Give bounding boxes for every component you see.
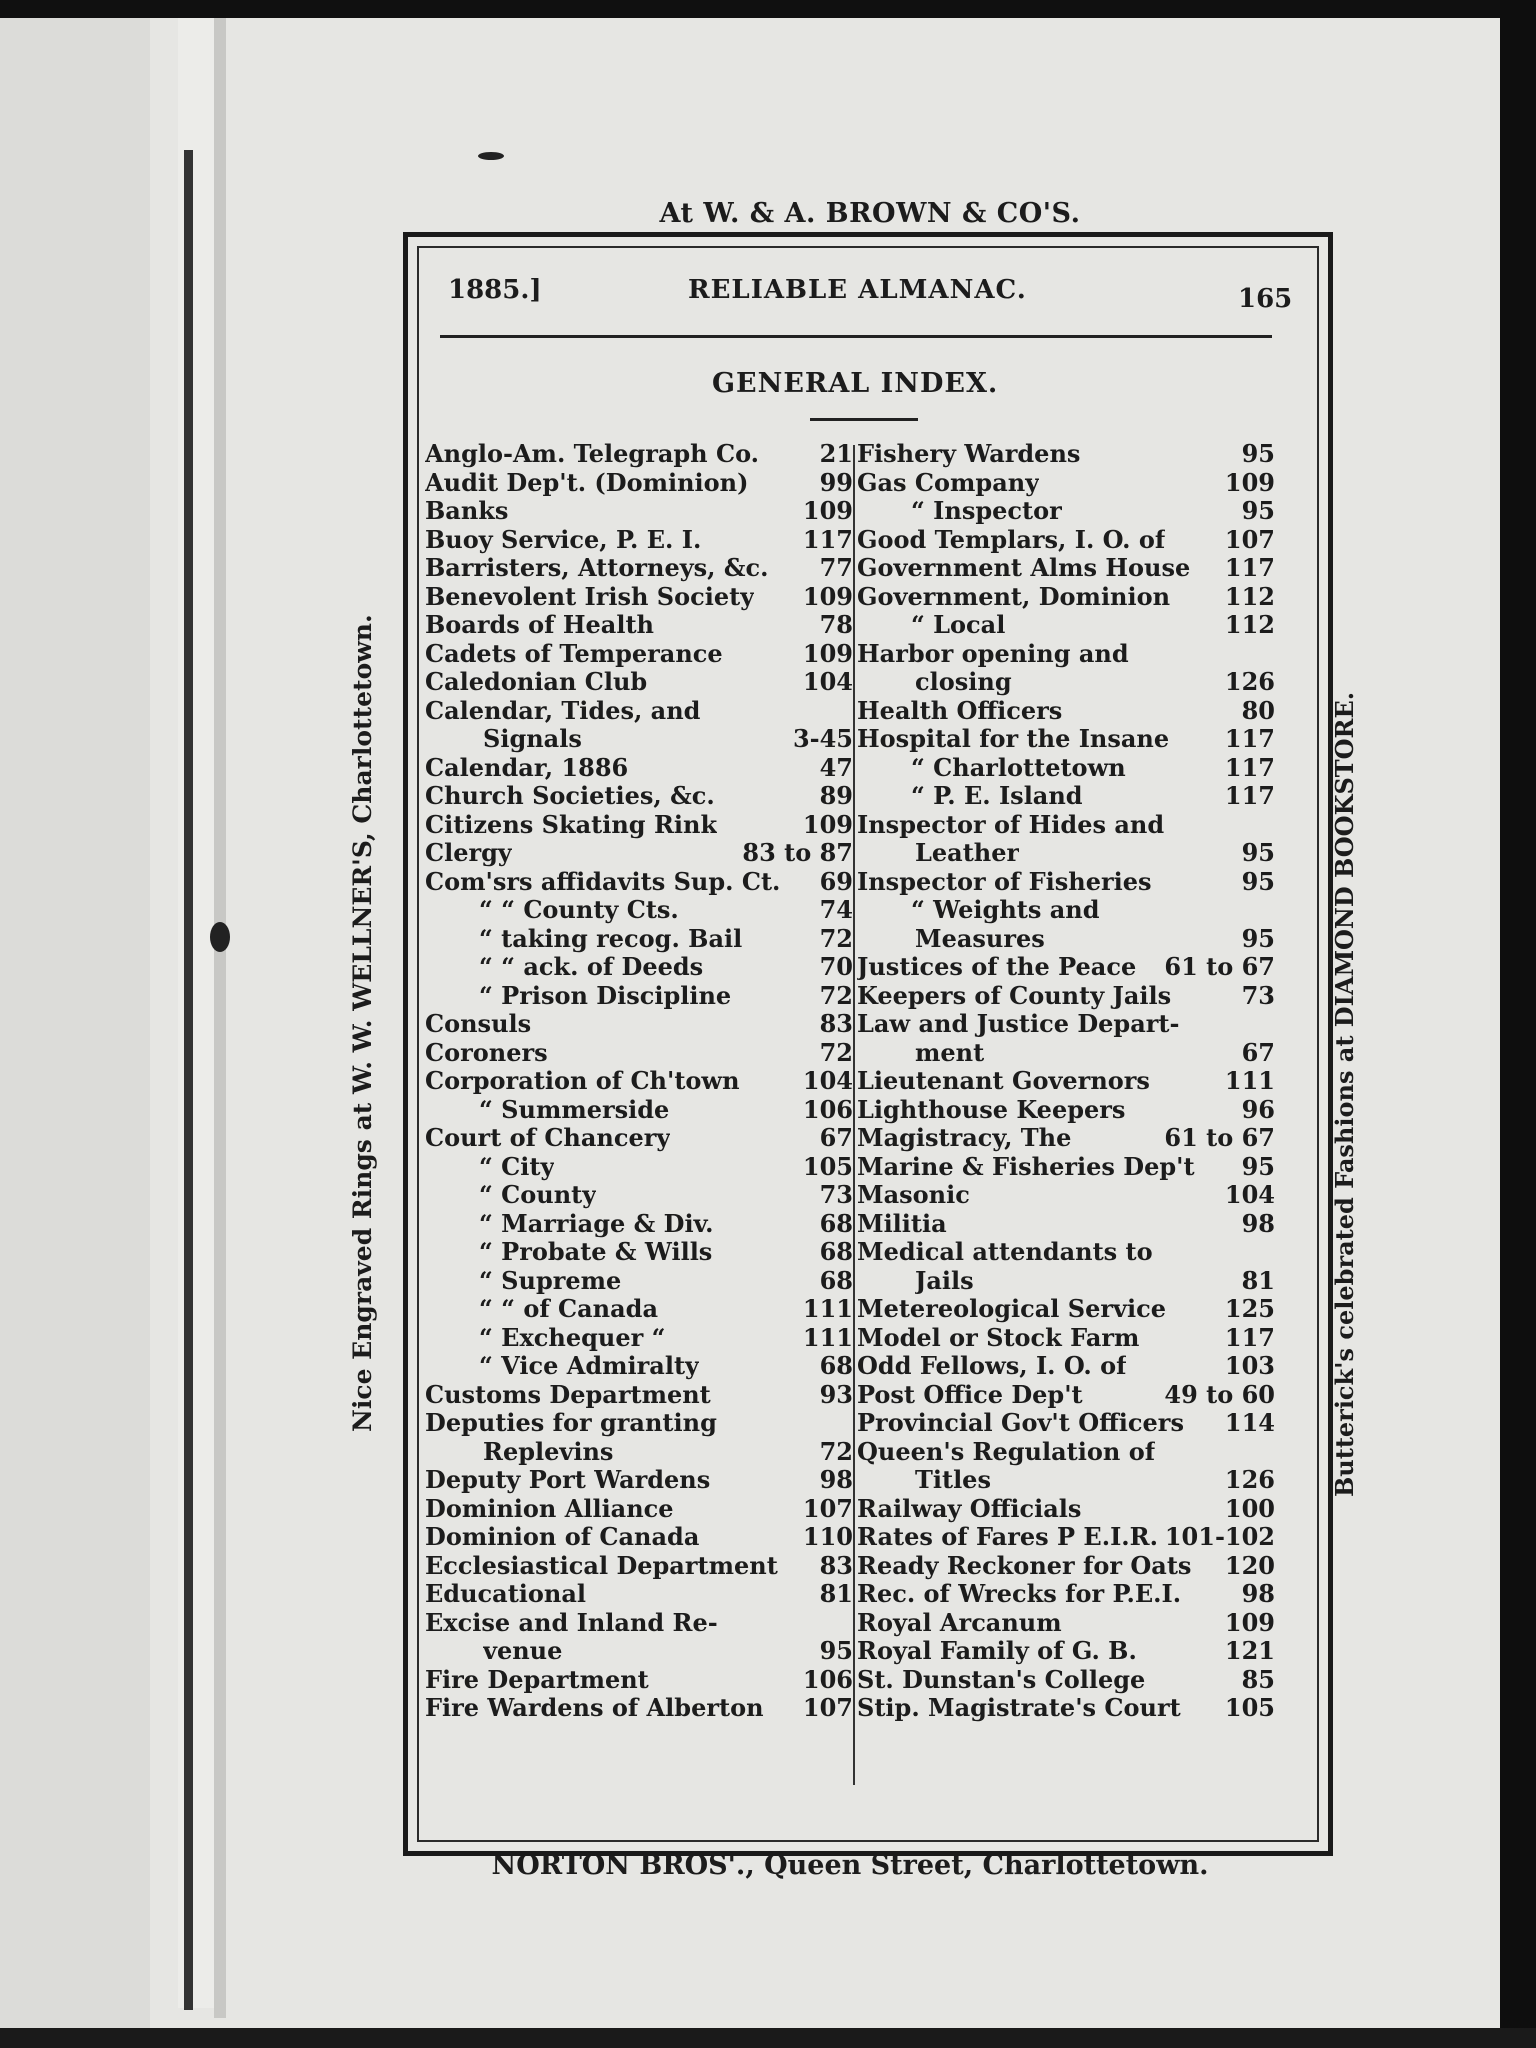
index-entry-label: Corporation of Ch'town: [425, 1067, 740, 1095]
index-entry-page: 109: [1224, 1607, 1275, 1637]
index-entry: [857, 982, 1275, 1011]
title-rule: [810, 418, 918, 421]
index-entry: [425, 1124, 853, 1153]
index-entry-label: Ready Reckoner for Oats: [857, 1551, 1192, 1580]
index-entry-page: 117: [1224, 1322, 1275, 1352]
index-entry: [857, 1124, 1275, 1153]
index-entry-label: Clergy: [425, 839, 512, 867]
index-entry: [857, 1352, 1275, 1381]
index-entry-page: 110: [802, 1522, 853, 1551]
index-entry-label: Boards of Health: [425, 611, 654, 639]
index-entry: [425, 469, 853, 498]
index-entry-page: 109: [802, 809, 853, 839]
index-entry: [425, 1210, 853, 1239]
index-entry: [857, 1096, 1275, 1125]
index-entry-page: 104: [802, 1066, 853, 1095]
index-entry-label: Consuls: [425, 1010, 532, 1038]
index-entry: [857, 896, 1275, 925]
index-entry-label: Harbor opening and: [857, 639, 1129, 668]
index-entry-label: Government Alms House: [857, 554, 1191, 582]
right-side-advertisement: Butterick's celebrated Fashions at DIAMOND BOOKSTORE.: [1330, 691, 1359, 1497]
index-entry-label: Educational: [425, 1580, 587, 1608]
index-entry-page: 68: [819, 1265, 853, 1295]
index-right-column: [857, 440, 1275, 1723]
index-entry-label: Barristers, Attorneys, &c.: [425, 554, 769, 582]
index-entry-label: Masonic: [857, 1181, 970, 1209]
index-entry: [857, 526, 1275, 555]
index-entry-page: 89: [819, 781, 853, 810]
index-entry: [425, 1495, 853, 1524]
index-entry-label: Keepers of County Jails: [857, 981, 1172, 1010]
index-entry-page: 47: [819, 752, 853, 782]
index-entry-label: Com'srs affidavits Sup. Ct.: [425, 867, 781, 896]
index-entry-page: 95: [1241, 439, 1275, 468]
index-entry: [425, 982, 853, 1011]
index-entry-label: Dominion of Canada: [425, 1523, 700, 1551]
index-entry-label: Benevolent Irish Society: [425, 582, 755, 611]
index-entry-label: “ “ ack. of Deeds: [479, 953, 704, 981]
index-entry-label: “ Prison Discipline: [479, 981, 732, 1010]
index-entry: [857, 469, 1275, 498]
index-entry: [857, 1438, 1275, 1467]
index-entry: [857, 1495, 1275, 1524]
index-entry: [857, 725, 1275, 754]
index-entry: [425, 526, 853, 555]
index-entry: [425, 1381, 853, 1410]
index-entry-page: 49 to 60: [1164, 1379, 1275, 1409]
index-entry-label: Marine & Fisheries Dep't: [857, 1152, 1195, 1181]
index-entry: [857, 1210, 1275, 1239]
index-entry: [857, 1580, 1275, 1609]
index-entry-page: 81: [819, 1579, 853, 1608]
index-entry-page: 106: [802, 1094, 853, 1124]
index-entry-page: 72: [819, 980, 853, 1010]
index-entry-label: St. Dunstan's College: [857, 1665, 1146, 1694]
index-entry-page: 101-102: [1164, 1522, 1275, 1551]
index-entry: [857, 953, 1275, 982]
index-entry-page: 105: [802, 1151, 853, 1181]
index-entry-label: Audit Dep't. (Dominion): [425, 468, 749, 497]
index-entry: [425, 1609, 853, 1638]
index-entry: [425, 497, 853, 526]
index-entry-label: “ “ County Cts.: [479, 896, 679, 924]
index-entry: [425, 1267, 853, 1296]
index-entry-page: 95: [819, 1636, 853, 1665]
index-entry: [857, 583, 1275, 612]
index-entry-page: 95: [1241, 923, 1275, 953]
index-entry-label: Royal Arcanum: [857, 1608, 1062, 1637]
header-year: 1885.]: [448, 275, 542, 305]
index-entry: [857, 1694, 1275, 1723]
header-title: RELIABLE ALMANAC.: [688, 275, 1027, 305]
index-entry: [425, 1181, 853, 1210]
scan-border-bottom: [0, 2028, 1536, 2048]
index-entry-page: 112: [1224, 610, 1275, 639]
index-entry-page: 109: [802, 581, 853, 611]
index-entry-page: 78: [819, 610, 853, 639]
index-entry-page: 69: [819, 866, 853, 896]
index-entry-page: 68: [819, 1237, 853, 1266]
index-entry-page: 83: [819, 1009, 853, 1038]
header-page-number: 165: [1238, 284, 1293, 314]
index-entry: [857, 1523, 1275, 1552]
index-entry: [425, 1694, 853, 1723]
index-entry-page: 83 to 87: [742, 838, 853, 867]
index-entry: [425, 1466, 853, 1495]
index-entry-label: Replevins: [483, 1437, 614, 1466]
ink-smudge: [210, 922, 230, 952]
index-entry-label: “ taking recog. Bail: [479, 924, 743, 953]
index-entry: [857, 1295, 1275, 1324]
index-entry: [857, 1238, 1275, 1267]
index-entry: [425, 1552, 853, 1581]
index-entry-page: 95: [1241, 838, 1275, 867]
index-entry-page: 106: [802, 1664, 853, 1694]
index-entry: [857, 1181, 1275, 1210]
index-entry-page: 105: [1224, 1693, 1275, 1722]
spine-binding-line: [184, 150, 193, 2010]
index-entry-page: 95: [1241, 1151, 1275, 1181]
index-entry-page: 72: [819, 1037, 853, 1067]
index-entry-label: Lighthouse Keepers: [857, 1095, 1126, 1124]
index-entry: [425, 440, 853, 469]
index-entry: [425, 925, 853, 954]
index-entry-label: Lieutenant Governors: [857, 1067, 1150, 1095]
index-entry-label: “ Probate & Wills: [479, 1238, 713, 1266]
index-entry-page: 109: [802, 638, 853, 668]
index-entry-label: Calendar, Tides, and: [425, 696, 701, 725]
index-entry-label: Inspector of Fisheries: [857, 867, 1152, 896]
index-entry: [425, 583, 853, 612]
index-entry-page: 72: [819, 1436, 853, 1466]
index-entry-page: 107: [802, 1493, 853, 1523]
index-entry-label: Provincial Gov't Officers: [857, 1409, 1184, 1437]
index-entry-page: 109: [1224, 467, 1275, 497]
index-entry-page: 125: [1224, 1294, 1275, 1323]
index-entry-page: 21: [819, 439, 853, 468]
index-entry: [857, 640, 1275, 669]
index-entry-label: Fishery Wardens: [857, 440, 1081, 468]
index-entry-page: 117: [1224, 553, 1275, 582]
index-entry-label: Citizens Skating Rink: [425, 810, 718, 839]
index-left-column: [425, 440, 853, 1723]
index-entry: [857, 1466, 1275, 1495]
index-entry: [857, 754, 1275, 783]
index-entry-label: “ City: [479, 1152, 555, 1181]
index-entry-label: “ Weights and: [911, 896, 1100, 924]
index-entry: [425, 1324, 853, 1353]
index-entry: [857, 668, 1275, 697]
index-entry: [857, 839, 1275, 868]
index-entry-page: 95: [1241, 866, 1275, 896]
index-entry: [857, 554, 1275, 583]
index-entry-label: Banks: [425, 497, 509, 525]
index-entry-page: 117: [1224, 752, 1275, 782]
index-entry-label: Fire Department: [425, 1665, 649, 1694]
index-entry: [857, 1637, 1275, 1666]
index-entry: [857, 1010, 1275, 1039]
index-entry: [857, 1666, 1275, 1695]
index-entry: [857, 1267, 1275, 1296]
page-gutter: [214, 18, 226, 2018]
index-entry-page: 103: [1224, 1351, 1275, 1380]
index-entry: [857, 1067, 1275, 1096]
index-title: GENERAL INDEX.: [712, 368, 999, 399]
index-entry-label: Court of Chancery: [425, 1124, 671, 1152]
index-entry: [425, 668, 853, 697]
index-entry-page: 95: [1241, 496, 1275, 525]
index-entry: [425, 1153, 853, 1182]
index-entry-page: 93: [819, 1379, 853, 1409]
index-entry: [857, 497, 1275, 526]
index-entry-page: 114: [1224, 1408, 1275, 1437]
index-entry-page: 111: [802, 1294, 853, 1323]
index-entry: [857, 925, 1275, 954]
index-entry-label: Railway Officials: [857, 1494, 1082, 1523]
index-entry: [425, 1238, 853, 1267]
index-entry-page: 109: [802, 496, 853, 525]
index-entry: [425, 839, 853, 868]
index-entry-label: Justices of the Peace: [857, 953, 1137, 981]
index-entry-label: “ Charlottetown: [911, 753, 1126, 782]
header-rule: [440, 335, 1272, 338]
index-entry-page: 112: [1224, 581, 1275, 611]
index-entry-page: 61 to 67: [1164, 952, 1275, 981]
index-entry-label: Calendar, 1886: [425, 753, 629, 782]
index-entry-label: Stip. Magistrate's Court: [857, 1694, 1181, 1722]
index-entry-page: 117: [802, 524, 853, 554]
index-entry-page: 126: [1224, 667, 1275, 696]
index-entry: [857, 1153, 1275, 1182]
index-entry: [425, 640, 853, 669]
index-entry-label: Law and Justice Depart-: [857, 1010, 1180, 1038]
index-entry-page: 107: [802, 1693, 853, 1722]
index-entry-label: “ Summerside: [479, 1095, 670, 1124]
index-entry-page: 96: [1241, 1094, 1275, 1124]
index-entry-page: 98: [1241, 1208, 1275, 1238]
index-entry-label: “ Vice Admiralty: [479, 1352, 699, 1380]
index-entry: [425, 811, 853, 840]
index-entry: [425, 1666, 853, 1695]
index-entry-label: Titles: [915, 1466, 991, 1494]
scan-border-right: [1500, 0, 1536, 2048]
index-entry: [425, 1067, 853, 1096]
index-entry-label: Rates of Fares P E.I.R.: [857, 1523, 1158, 1551]
index-entry: [857, 782, 1275, 811]
index-entry-page: 77: [819, 553, 853, 582]
index-entry-label: Gas Company: [857, 468, 1040, 497]
index-entry-label: “ Marriage & Div.: [479, 1209, 714, 1238]
index-entry: [425, 725, 853, 754]
index-entry-page: 104: [1224, 1180, 1275, 1209]
index-entry-label: “ Local: [911, 611, 1006, 639]
index-entry-page: 61 to 67: [1164, 1123, 1275, 1152]
scan-border-top: [0, 0, 1536, 18]
index-entry-page: 100: [1224, 1493, 1275, 1523]
index-entry-page: 83: [819, 1550, 853, 1580]
index-entry-label: “ “ of Canada: [479, 1295, 658, 1323]
index-entry-page: 74: [819, 895, 853, 924]
index-entry-page: 81: [1241, 1265, 1275, 1295]
index-entry-label: closing: [915, 668, 1012, 696]
index-entry-label: Fire Wardens of Alberton: [425, 1694, 764, 1722]
index-entry: [857, 440, 1275, 469]
index-entry-page: 85: [1241, 1664, 1275, 1694]
index-entry-label: Dominion Alliance: [425, 1494, 674, 1523]
index-entry: [425, 1096, 853, 1125]
index-entry-label: Cadets of Temperance: [425, 639, 723, 668]
index-entry-label: venue: [483, 1637, 563, 1665]
index-entry: [425, 554, 853, 583]
index-entry-label: “ County: [479, 1181, 597, 1209]
index-entry-label: Caledonian Club: [425, 668, 648, 696]
index-entry-label: Ecclesiastical Department: [425, 1551, 778, 1580]
index-entry: [425, 1637, 853, 1666]
index-entry-page: 67: [1241, 1037, 1275, 1067]
index-entry: [425, 611, 853, 640]
index-entry-label: Royal Family of G. B.: [857, 1637, 1137, 1665]
index-entry: [425, 1352, 853, 1381]
index-entry-page: 68: [819, 1208, 853, 1238]
index-entry: [425, 953, 853, 982]
index-entry: [857, 1039, 1275, 1068]
index-entry-page: 104: [802, 667, 853, 696]
index-entry-label: Coroners: [425, 1038, 548, 1067]
index-entry-label: Measures: [915, 924, 1045, 953]
index-entry-page: 98: [819, 1465, 853, 1494]
index-entry-label: Militia: [857, 1209, 947, 1238]
index-entry: [425, 1580, 853, 1609]
index-entry-label: Model or Stock Farm: [857, 1323, 1140, 1352]
index-entry-label: “ P. E. Island: [911, 782, 1083, 810]
index-entry-label: “ Supreme: [479, 1266, 622, 1295]
index-entry-page: 111: [802, 1322, 853, 1352]
index-entry-page: 73: [1241, 980, 1275, 1010]
index-entry-page: 72: [819, 923, 853, 953]
index-entry-page: 68: [819, 1351, 853, 1380]
index-entry-label: Jails: [915, 1266, 974, 1295]
index-entry-page: 107: [1224, 524, 1275, 554]
index-entry: [425, 896, 853, 925]
facing-page-edge: [0, 18, 150, 2028]
index-entry: [425, 1010, 853, 1039]
index-entry-page: 117: [1224, 724, 1275, 753]
index-entry: [857, 1409, 1275, 1438]
column-divider: [853, 445, 855, 1785]
top-advertisement: At W. & A. BROWN & CO'S.: [659, 198, 1081, 229]
index-entry: [857, 868, 1275, 897]
index-entry-label: Inspector of Hides and: [857, 810, 1165, 839]
index-entry-label: Rec. of Wrecks for P.E.I.: [857, 1580, 1182, 1608]
left-side-advertisement: Nice Engraved Rings at W. W. WELLNER'S, Charlottetown.: [348, 614, 377, 1432]
index-entry: [425, 754, 853, 783]
index-entry: [425, 1438, 853, 1467]
index-entry-label: Medical attendants to: [857, 1238, 1153, 1266]
index-entry: [857, 1381, 1275, 1410]
index-entry: [425, 697, 853, 726]
index-entry-page: 121: [1224, 1636, 1275, 1665]
index-entry-page: 126: [1224, 1465, 1275, 1494]
index-entry: [857, 1609, 1275, 1638]
index-entry-label: Deputy Port Wardens: [425, 1466, 711, 1494]
index-entry: [425, 1039, 853, 1068]
index-entry-label: Deputies for granting: [425, 1409, 717, 1437]
index-entry-page: 99: [819, 467, 853, 497]
index-entry: [857, 611, 1275, 640]
index-entry-label: ment: [915, 1038, 985, 1067]
index-entry: [425, 868, 853, 897]
index-entry-page: 73: [819, 1180, 853, 1209]
index-entry-label: Good Templars, I. O. of: [857, 525, 1166, 554]
index-entry-page: 120: [1224, 1550, 1275, 1580]
index-entry-label: Odd Fellows, I. O. of: [857, 1352, 1127, 1380]
index-entry-label: Church Societies, &c.: [425, 782, 715, 810]
index-entry: [857, 1324, 1275, 1353]
index-entry-page: 70: [819, 952, 853, 981]
index-entry-label: Anglo-Am. Telegraph Co.: [425, 440, 760, 468]
index-entry-label: Customs Department: [425, 1380, 711, 1409]
index-entry-label: “ Exchequer “: [479, 1323, 666, 1352]
index-entry-label: “ Inspector: [911, 497, 1062, 525]
index-entry-label: Excise and Inland Re-: [425, 1608, 718, 1637]
index-entry-label: Signals: [483, 725, 582, 753]
index-entry-label: Buoy Service, P. E. I.: [425, 525, 702, 554]
index-entry-label: Government, Dominion: [857, 582, 1171, 611]
index-entry: [425, 1295, 853, 1324]
index-entry-page: 80: [1241, 695, 1275, 725]
index-entry-label: Post Office Dep't: [857, 1380, 1083, 1409]
bottom-advertisement: NORTON BROS'., Queen Street, Charlottetown.: [491, 1850, 1209, 1881]
index-entry-label: Hospital for the Insane: [857, 725, 1170, 753]
index-entry: [425, 1409, 853, 1438]
index-entry-label: Metereological Service: [857, 1295, 1166, 1323]
index-entry: [857, 1552, 1275, 1581]
index-entry: [425, 1523, 853, 1552]
index-entry-label: Health Officers: [857, 696, 1063, 725]
index-entry-page: 98: [1241, 1579, 1275, 1608]
index-entry-label: Queen's Regulation of: [857, 1437, 1156, 1466]
index-entry-page: 111: [1224, 1066, 1275, 1095]
index-entry-page: 3-45: [792, 724, 853, 753]
ink-smudge: [478, 152, 504, 160]
index-entry-label: Magistracy, The: [857, 1124, 1072, 1152]
index-entry-label: Leather: [915, 839, 1020, 867]
index-entry-page: 117: [1224, 781, 1275, 810]
index-entry: [857, 811, 1275, 840]
index-entry: [425, 782, 853, 811]
index-entry: [857, 697, 1275, 726]
index-entry-page: 67: [819, 1123, 853, 1152]
